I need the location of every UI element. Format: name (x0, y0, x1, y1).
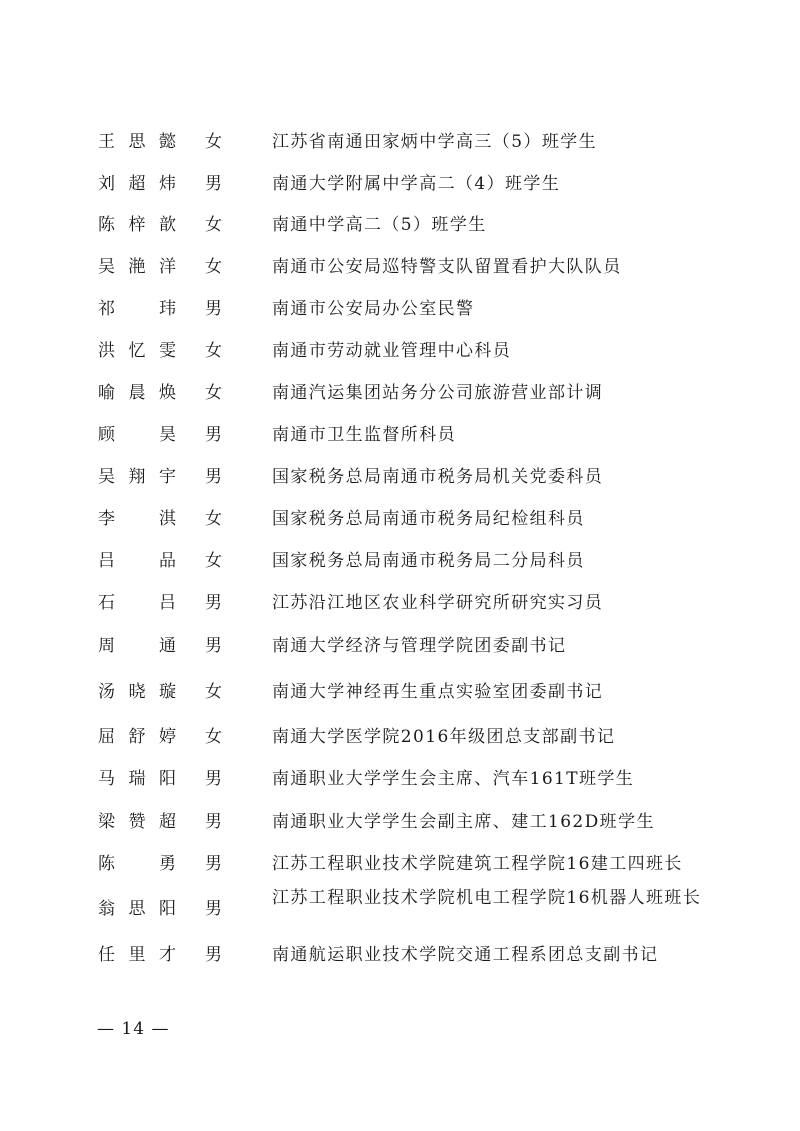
person-gender: 女 (205, 257, 222, 277)
person-name (98, 944, 176, 966)
person-gender: 女 (205, 727, 222, 747)
name-char: 滟 (128, 257, 146, 277)
name-char: 周 (98, 636, 115, 656)
person-name (98, 768, 176, 790)
name-char: 陈 (98, 854, 115, 874)
name-char: 懿 (159, 132, 176, 152)
name-char: 通 (159, 636, 176, 656)
name-char: 里 (128, 945, 146, 965)
name-char: 翁 (98, 899, 115, 919)
person-name (98, 726, 176, 748)
person-gender: 男 (205, 812, 222, 832)
person-gender: 男 (205, 174, 222, 194)
name-char: 祁 (98, 299, 115, 319)
person-gender: 男 (205, 769, 222, 789)
name-char: 歆 (159, 215, 176, 235)
name-char: 石 (98, 593, 115, 613)
person-name (98, 550, 176, 572)
person-name (98, 298, 176, 320)
person-name (98, 340, 176, 362)
person-name (98, 635, 176, 657)
person-description: 南通市劳动就业管理中心科员 (272, 341, 512, 361)
person-name (98, 131, 176, 153)
name-char: 舒 (128, 727, 146, 747)
person-name (98, 256, 176, 278)
person-description: 国家税务总局南通市税务局纪检组科员 (272, 509, 585, 529)
person-gender: 女 (205, 551, 222, 571)
person-gender: 女 (205, 383, 222, 403)
name-char: 洋 (159, 257, 176, 277)
name-char: 王 (98, 132, 115, 152)
person-description: 江苏工程职业技术学院机电工程学院16机器人班班长 (272, 888, 702, 908)
person-gender: 男 (205, 593, 222, 613)
name-char: 阳 (159, 769, 176, 789)
person-description: 南通中学高二（5）班学生 (272, 215, 487, 235)
person-description: 南通市卫生监督所科员 (272, 425, 456, 445)
person-name (98, 214, 176, 236)
person-description: 国家税务总局南通市税务局二分局科员 (272, 551, 585, 571)
person-description: 国家税务总局南通市税务局机关党委科员 (272, 467, 604, 487)
person-gender: 女 (205, 341, 222, 361)
name-char: 璇 (159, 682, 176, 702)
person-gender: 男 (205, 899, 222, 919)
name-char: 马 (98, 769, 115, 789)
page-number: — 14 — (97, 1019, 170, 1039)
name-char: 雯 (159, 341, 176, 361)
person-name (98, 424, 176, 446)
person-name (98, 811, 176, 833)
name-char: 忆 (128, 341, 146, 361)
name-char: 吕 (98, 551, 115, 571)
name-char: 梁 (98, 812, 115, 832)
name-char: 刘 (98, 174, 115, 194)
person-gender: 女 (205, 682, 222, 702)
person-name (98, 466, 176, 488)
person-name (98, 592, 176, 614)
person-description: 南通市公安局办公室民警 (272, 299, 475, 319)
person-gender: 女 (205, 215, 222, 235)
name-char: 洪 (98, 341, 115, 361)
name-char: 吴 (98, 257, 115, 277)
person-description: 江苏工程职业技术学院建筑工程学院16建工四班长 (272, 854, 683, 874)
person-gender: 女 (205, 509, 222, 529)
name-char: 思 (128, 899, 146, 919)
person-description: 南通大学附属中学高二（4）班学生 (272, 174, 561, 194)
name-char: 陈 (98, 215, 115, 235)
person-gender: 男 (205, 299, 222, 319)
person-name (98, 898, 176, 920)
person-gender: 男 (205, 636, 222, 656)
person-description: 南通航运职业技术学院交通工程系团总支副书记 (272, 945, 659, 965)
name-char: 婷 (159, 727, 176, 747)
name-char: 晨 (128, 383, 146, 403)
name-char: 焕 (159, 383, 176, 403)
name-char: 阳 (159, 899, 176, 919)
name-char: 宇 (159, 467, 176, 487)
person-description: 南通职业大学学生会副主席、建工162D班学生 (272, 812, 655, 832)
name-char: 赞 (128, 812, 146, 832)
name-char: 才 (159, 945, 176, 965)
person-description: 南通大学神经再生重点实验室团委副书记 (272, 682, 604, 702)
name-char: 吴 (98, 467, 115, 487)
person-description: 南通大学经济与管理学院团委副书记 (272, 636, 567, 656)
person-description: 南通汽运集团站务分公司旅游营业部计调 (272, 383, 604, 403)
name-char: 超 (128, 174, 146, 194)
person-description: 江苏沿江地区农业科学研究所研究实习员 (272, 593, 604, 613)
person-name (98, 508, 176, 530)
name-char: 顾 (98, 425, 115, 445)
person-gender: 男 (205, 425, 222, 445)
person-description: 南通大学医学院2016年级团总支部副书记 (272, 727, 616, 747)
name-char: 李 (98, 509, 115, 529)
name-char: 瑞 (128, 769, 146, 789)
name-char: 昊 (159, 425, 176, 445)
name-char: 梓 (128, 215, 146, 235)
name-char: 吕 (159, 593, 176, 613)
person-description: 南通职业大学学生会主席、汽车161T班学生 (272, 769, 635, 789)
person-gender: 男 (205, 467, 222, 487)
name-char: 晓 (128, 682, 146, 702)
person-name (98, 173, 176, 195)
person-name (98, 853, 176, 875)
name-char: 汤 (98, 682, 115, 702)
person-gender: 男 (205, 945, 222, 965)
name-char: 淇 (159, 509, 176, 529)
name-char: 品 (159, 551, 176, 571)
name-char: 思 (128, 132, 146, 152)
person-gender: 女 (205, 132, 222, 152)
name-char: 玮 (159, 299, 176, 319)
name-char: 勇 (159, 854, 176, 874)
name-char: 屈 (98, 727, 115, 747)
person-description: 南通市公安局巡特警支队留置看护大队队员 (272, 257, 622, 277)
name-char: 喻 (98, 383, 115, 403)
person-description: 江苏省南通田家炳中学高三（5）班学生 (272, 132, 598, 152)
name-char: 翔 (128, 467, 146, 487)
person-gender: 男 (205, 854, 222, 874)
name-char: 任 (98, 945, 115, 965)
person-name (98, 382, 176, 404)
name-char: 超 (159, 812, 176, 832)
name-char: 炜 (159, 174, 176, 194)
person-name (98, 681, 176, 703)
